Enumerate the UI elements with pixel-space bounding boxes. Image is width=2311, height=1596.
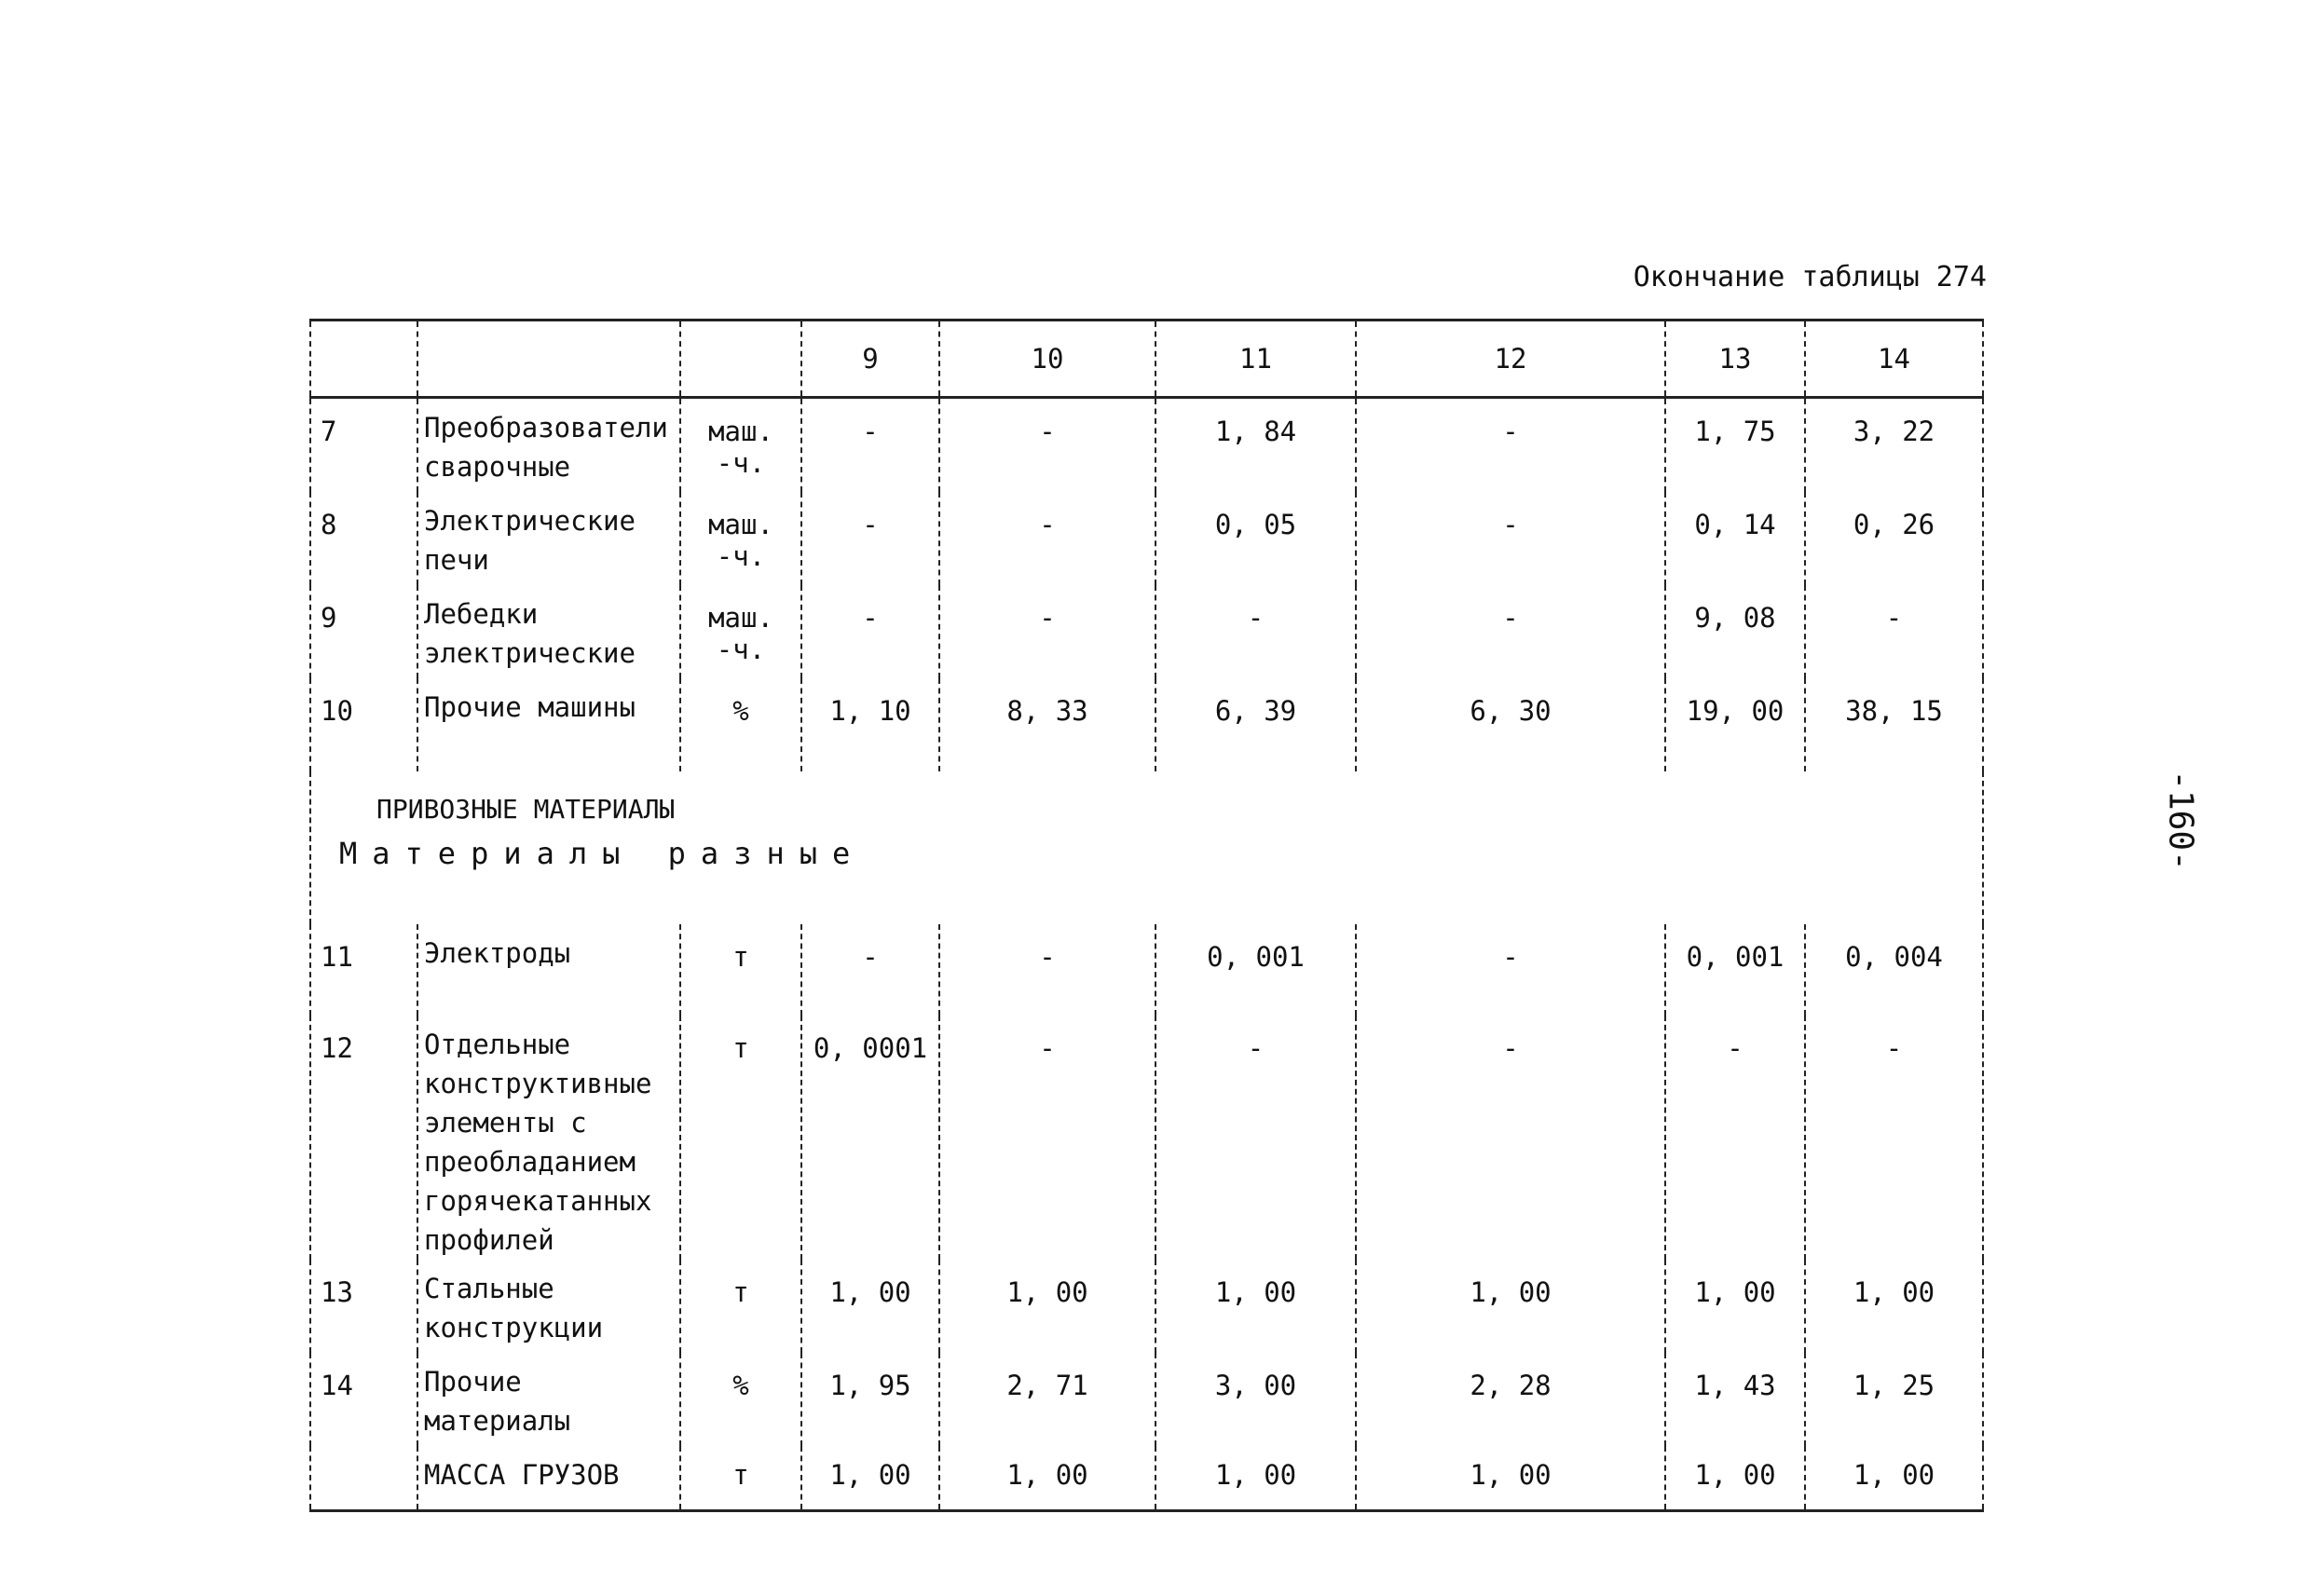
table-row <box>310 398 1983 493</box>
cell-10: - <box>939 1016 1156 1260</box>
cell-13: 9, 08 <box>1665 585 1805 678</box>
row-name: Прочие материалы <box>417 1353 680 1446</box>
cell-12: 1, 00 <box>1356 1446 1665 1511</box>
cell-14: - <box>1805 585 1983 678</box>
row-name: Электроды <box>417 924 680 1016</box>
cell-10: 2, 71 <box>939 1353 1156 1446</box>
cell-9: - <box>801 398 939 493</box>
cell-13: 1, 00 <box>1665 1446 1805 1511</box>
header-cell: 12 <box>1356 321 1665 398</box>
row-number <box>310 1446 417 1511</box>
row-number: 11 <box>310 924 417 1016</box>
row-unit: маш. -ч. <box>680 585 801 678</box>
row-number: 7 <box>310 398 417 493</box>
cell-11: - <box>1156 585 1356 678</box>
cell-14: 1, 25 <box>1805 1353 1983 1446</box>
cell-12: 6, 30 <box>1356 678 1665 771</box>
row-number: 13 <box>310 1260 417 1353</box>
row-number: 14 <box>310 1353 417 1446</box>
cell-9: 1, 95 <box>801 1353 939 1446</box>
cell-14: - <box>1805 1016 1983 1260</box>
row-unit: т <box>680 1016 801 1260</box>
header-cell: 9 <box>801 321 939 398</box>
row-name: Прочие машины <box>417 678 680 771</box>
cell-11: 0, 05 <box>1156 492 1356 585</box>
table-row <box>310 1260 1983 1353</box>
row-name: Стальные конструкции <box>417 1260 680 1353</box>
header-cell: 14 <box>1805 321 1983 398</box>
cell-13: - <box>1665 1016 1805 1260</box>
cell-10: 1, 00 <box>939 1446 1156 1511</box>
cell-10: - <box>939 585 1156 678</box>
section-header-row <box>310 771 1983 924</box>
cell-10: 1, 00 <box>939 1260 1156 1353</box>
row-unit: % <box>680 1353 801 1446</box>
header-cell: 13 <box>1665 321 1805 398</box>
row-name: МАССА ГРУЗОВ <box>417 1446 680 1511</box>
header-cell: 10 <box>939 321 1156 398</box>
row-number: 9 <box>310 585 417 678</box>
cell-12: - <box>1356 492 1665 585</box>
row-unit: маш. -ч. <box>680 492 801 585</box>
row-unit: т <box>680 1260 801 1353</box>
row-unit: % <box>680 678 801 771</box>
cell-14: 1, 00 <box>1805 1446 1983 1511</box>
cell-13: 0, 001 <box>1665 924 1805 1016</box>
cell-9: - <box>801 492 939 585</box>
header-row <box>310 321 1983 398</box>
cell-12: - <box>1356 1016 1665 1260</box>
cell-14: 0, 004 <box>1805 924 1983 1016</box>
cell-12: 1, 00 <box>1356 1260 1665 1353</box>
header-cell <box>680 321 801 398</box>
cell-11: 6, 39 <box>1156 678 1356 771</box>
cell-13: 0, 14 <box>1665 492 1805 585</box>
row-unit: маш. -ч. <box>680 398 801 493</box>
cell-10: - <box>939 492 1156 585</box>
cell-12: - <box>1356 398 1665 493</box>
cell-13: 1, 00 <box>1665 1260 1805 1353</box>
section-subtitle: Материалы разные <box>339 836 866 871</box>
cell-9: - <box>801 585 939 678</box>
cell-11: 3, 00 <box>1156 1353 1356 1446</box>
cell-9: 1, 10 <box>801 678 939 771</box>
cell-11: 0, 001 <box>1156 924 1356 1016</box>
cell-10: 8, 33 <box>939 678 1156 771</box>
row-number: 8 <box>310 492 417 585</box>
cell-14: 3, 22 <box>1805 398 1983 493</box>
header-cell <box>417 321 680 398</box>
row-unit: т <box>680 924 801 1016</box>
row-number: 12 <box>310 1016 417 1260</box>
table-caption: Окончание таблицы 274 <box>1633 261 1987 293</box>
cell-14: 38, 15 <box>1805 678 1983 771</box>
cell-14: 1, 00 <box>1805 1260 1983 1353</box>
row-name: Отдельные конструктивные элементы с преобладанием горячекатанных профилей <box>417 1016 680 1260</box>
section-cell <box>310 771 1983 924</box>
header-cell: 11 <box>1156 321 1356 398</box>
cell-12: 2, 28 <box>1356 1353 1665 1446</box>
header-cell <box>310 321 417 398</box>
row-name: Преобразователи сварочные <box>417 398 680 493</box>
cell-9: - <box>801 924 939 1016</box>
row-unit: т <box>680 1446 801 1511</box>
table-row <box>310 1353 1983 1446</box>
cell-11: 1, 84 <box>1156 398 1356 493</box>
row-number: 10 <box>310 678 417 771</box>
cell-11: 1, 00 <box>1156 1260 1356 1353</box>
table-row <box>310 585 1983 678</box>
cell-10: - <box>939 398 1156 493</box>
data-table <box>309 319 1984 1512</box>
row-name: Электрические печи <box>417 492 680 585</box>
table-row <box>310 678 1983 771</box>
cell-11: 1, 00 <box>1156 1446 1356 1511</box>
cell-13: 1, 75 <box>1665 398 1805 493</box>
cell-9: 1, 00 <box>801 1260 939 1353</box>
cell-10: - <box>939 924 1156 1016</box>
cell-13: 1, 43 <box>1665 1353 1805 1446</box>
table-row <box>310 1446 1983 1511</box>
cell-9: 1, 00 <box>801 1446 939 1511</box>
table-row <box>310 924 1983 1016</box>
cell-13: 19, 00 <box>1665 678 1805 771</box>
section-title: ПРИВОЗНЫЕ МАТЕРИАЛЫ <box>376 794 676 825</box>
row-name: Лебедки электрические <box>417 585 680 678</box>
cell-14: 0, 26 <box>1805 492 1983 585</box>
cell-12: - <box>1356 585 1665 678</box>
table-row <box>310 492 1983 585</box>
table-row <box>310 1016 1983 1260</box>
cell-11: - <box>1156 1016 1356 1260</box>
cell-12: - <box>1356 924 1665 1016</box>
cell-9: 0, 0001 <box>801 1016 939 1260</box>
page-number: -160- <box>2161 770 2200 871</box>
